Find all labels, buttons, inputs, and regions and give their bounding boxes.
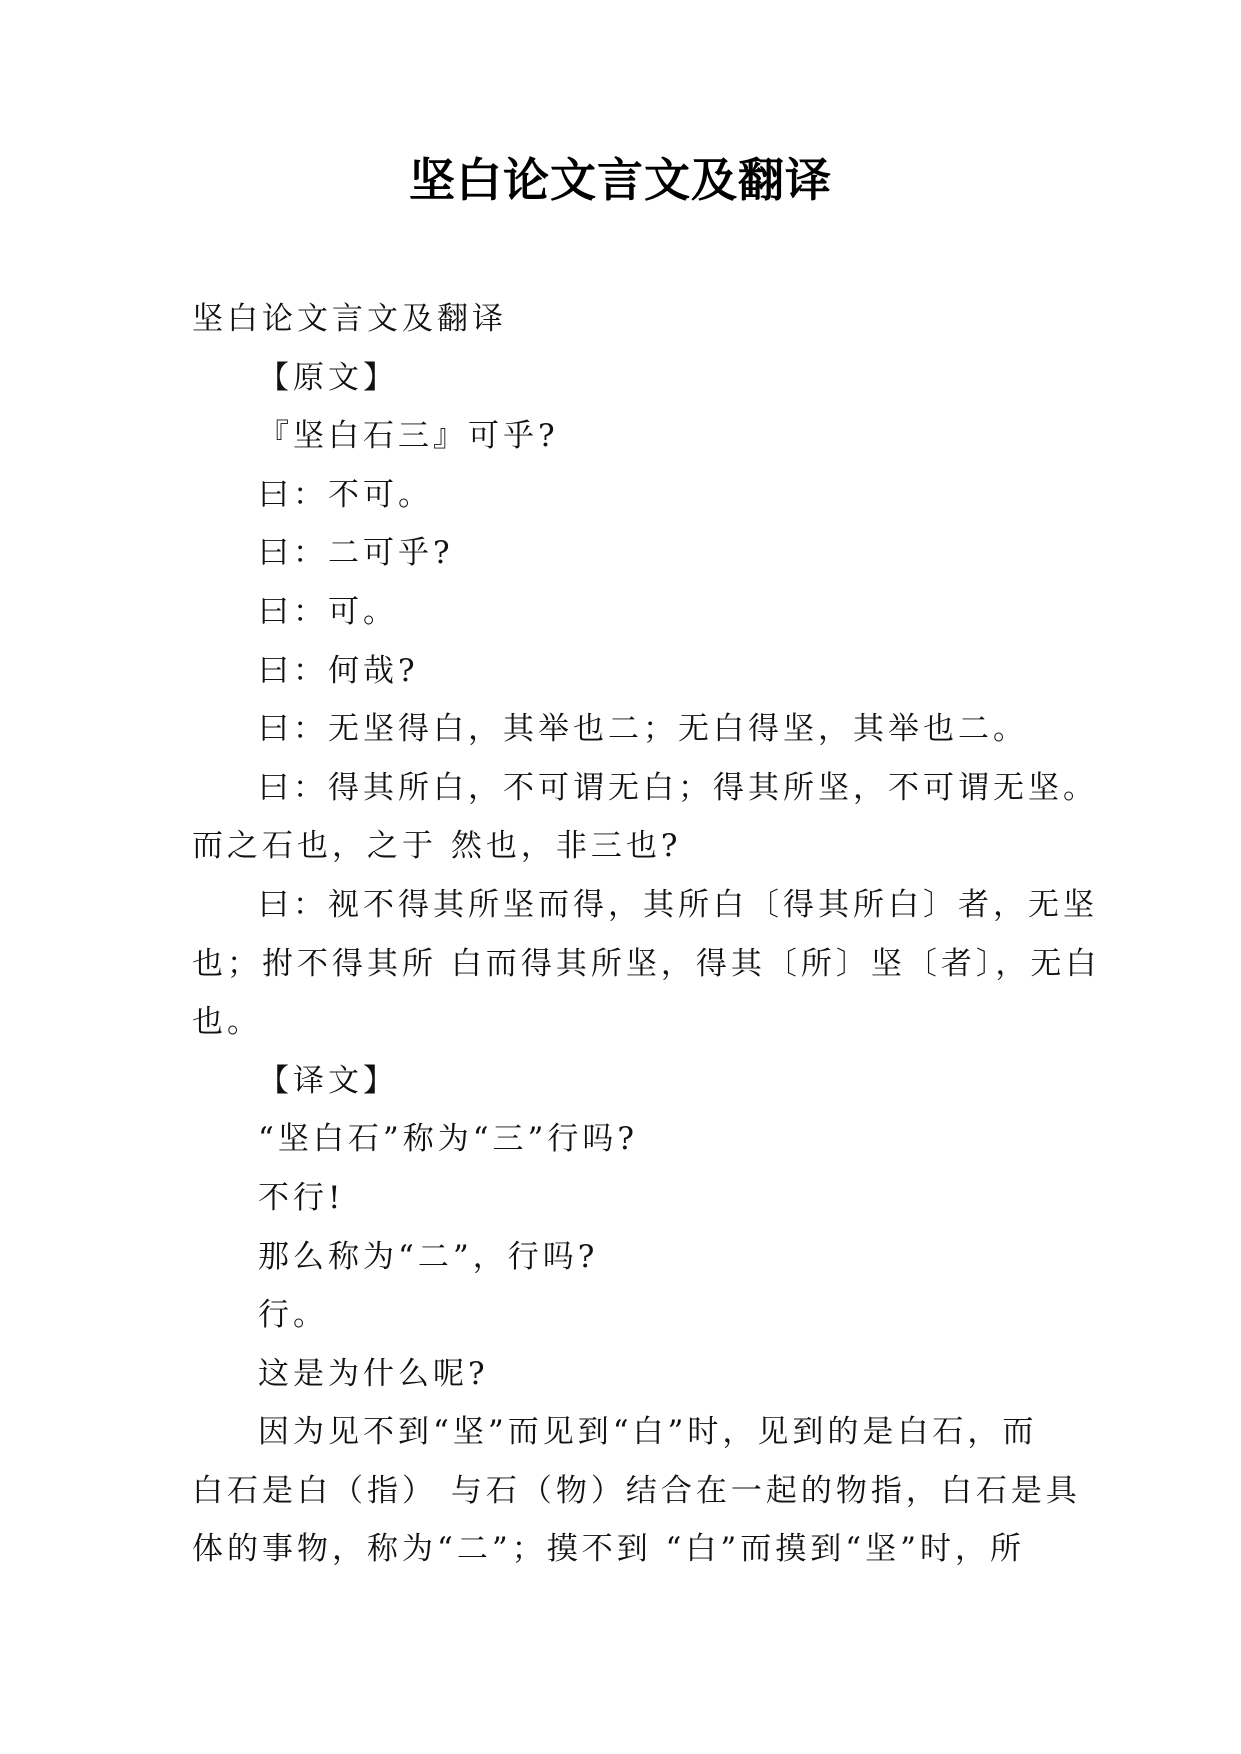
text-line: 行。 [258, 1297, 328, 1334]
text-line: 这是为什么呢? [258, 1355, 489, 1392]
text-line: “坚白石”称为“三”行吗? [258, 1121, 639, 1158]
text-line: 『坚白石三』可乎? [258, 418, 559, 455]
text-line: 而之石也，之于 然也，非三也? [192, 828, 682, 865]
text-line: 曰：二可乎? [258, 535, 454, 572]
text-line: 曰：何哉? [258, 652, 419, 689]
text-line: 因为见不到“坚”而见到“白”时，见到的是白石，而 [258, 1414, 1038, 1451]
document-body [192, 290, 1101, 1579]
section-heading-original: 【原文】 [258, 359, 398, 396]
text-line: 白石是白（指） 与石（物）结合在一起的物指，白石是具 [192, 1472, 1081, 1509]
section-heading-translation: 【译文】 [258, 1062, 398, 1099]
text-line: 坚白论文言文及翻译 [192, 301, 507, 337]
text-line: 曰：不可。 [258, 476, 433, 513]
text-line: 也；拊不得其所 白而得其所坚，得其〔所〕坚〔者〕，无白 [192, 945, 1101, 982]
text-line: 曰：视不得其所坚而得，其所白〔得其所白〕者，无坚 [258, 886, 1098, 923]
text-line: 曰：可。 [258, 593, 398, 630]
text-line: 体的事物，称为“二”；摸不到 “白”而摸到“坚”时，所 [192, 1531, 1025, 1568]
text-line: 不行! [258, 1179, 345, 1216]
text-line: 曰：无坚得白，其举也二；无白得坚，其举也二。 [258, 711, 1028, 748]
document-title: 坚白论文言文及翻译 [409, 153, 832, 207]
text-line: 曰：得其所白，不可谓无白；得其所坚，不可谓无坚。 [258, 769, 1098, 806]
text-line: 那么称为“二”，行吗? [258, 1238, 599, 1275]
text-line: 也。 [192, 1004, 262, 1041]
